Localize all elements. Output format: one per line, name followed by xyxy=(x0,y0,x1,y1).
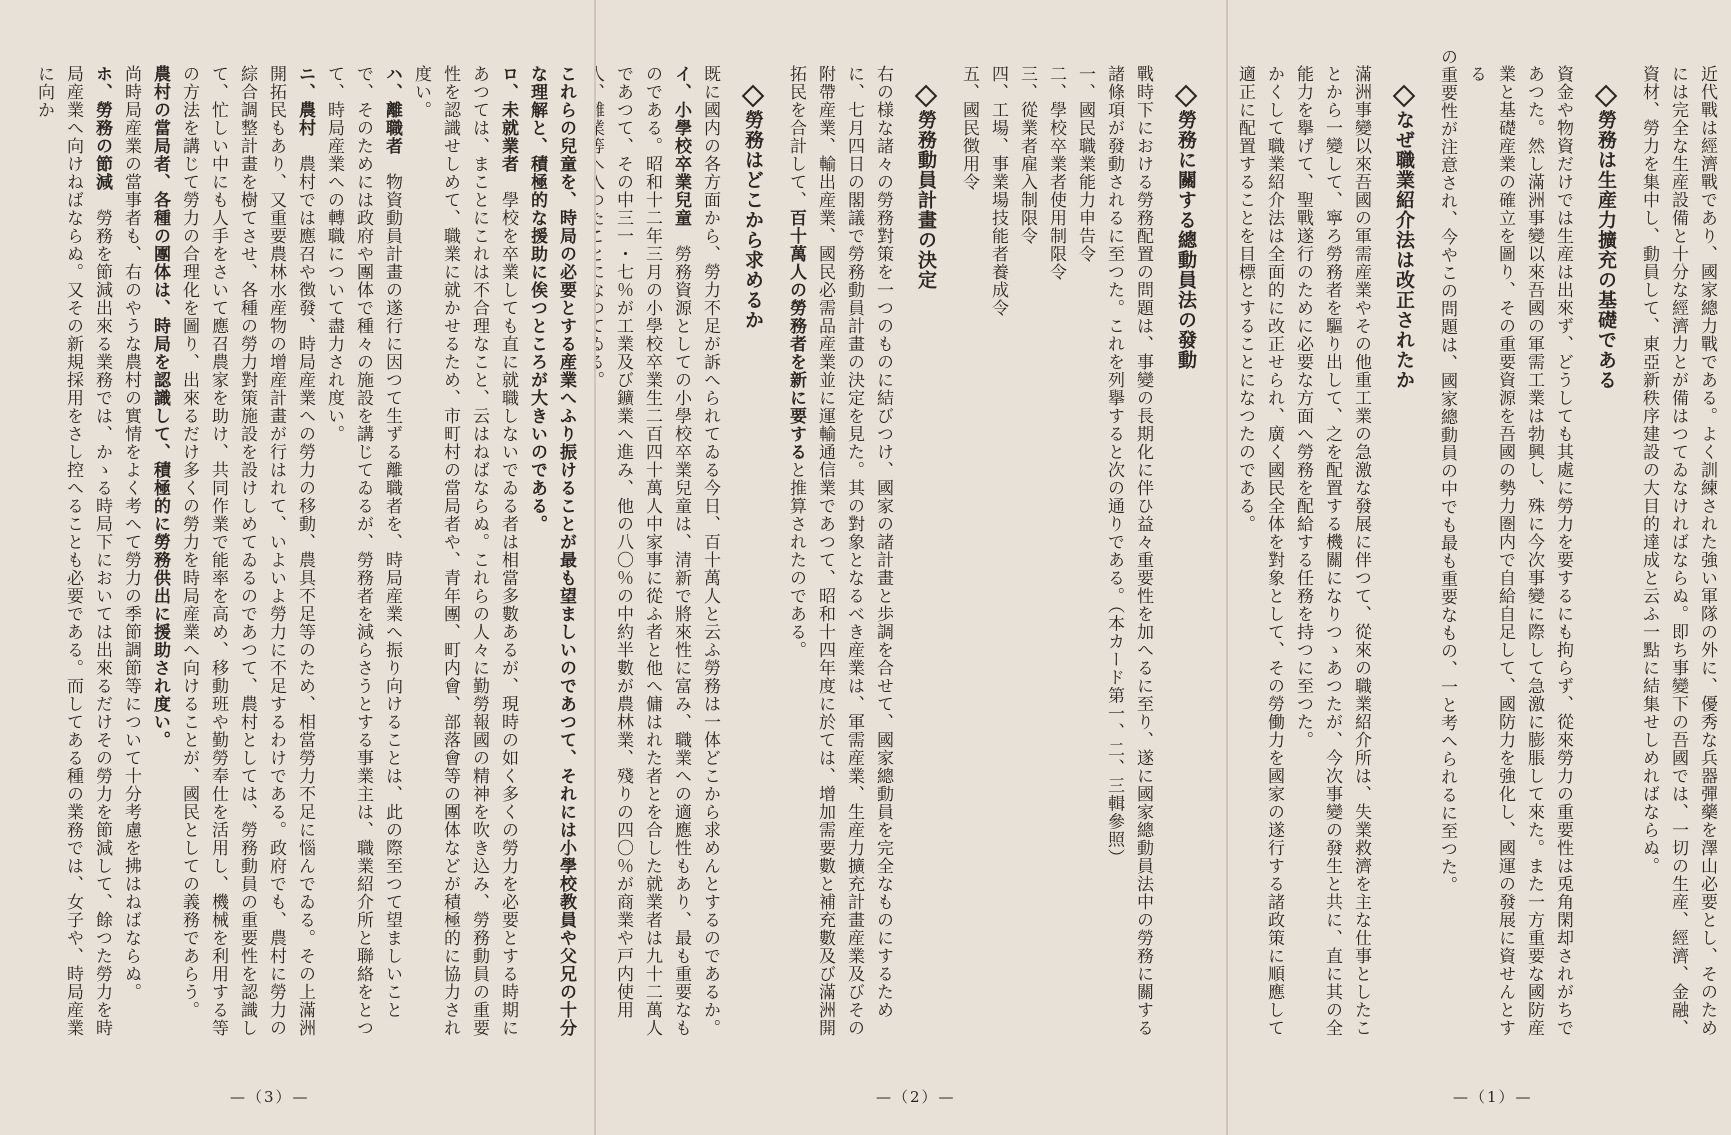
body-paragraph: ホ、勞務の節減 勞務を節減出來る業務では、かゝる時局下においては出來るだけその勞力を節減して、餘つた勞力を時局産業へ向けねばならぬ。又その新規採用をさし控へることも必要である。而してある種の業務では、女子や、時局産業に向か xyxy=(34,65,112,1037)
body-paragraph: ロ、未就業者 學校を卒業しても直に就職しないでゐる者は相當多數あるが、現時の如く多くの勞力を必要とする時期にあつては、まことにこれは不合理なこと、云はねばならぬ。これらの人々に勤勞報國の精神を吹き込み、勞務動員の重要性を認識せしめて、職業に就かせるため、市町村の當局者や、青年團、町内會、部落會等の團体などが積極的に協力され度い。 xyxy=(411,65,518,1037)
section-heading: 勞務はどこから求めるか xyxy=(738,88,767,1048)
diamond-icon xyxy=(1175,85,1198,108)
list-item: 二、學校卒業者使用制限令 xyxy=(1046,65,1066,281)
section-heading: なぜ職業紹介法は改正されたか xyxy=(1389,88,1418,1048)
page-1-text xyxy=(1231,48,1721,1048)
page-number: —（1）— xyxy=(1453,1088,1533,1106)
list-item: 一、國民職業能力申告令 xyxy=(1075,65,1095,263)
page-1 xyxy=(1228,0,1731,1135)
section-heading: 勞務動員計畫の決定 xyxy=(911,88,940,1048)
body-paragraph: 既に國内の各方面から、勞力不足が訴へられてゐる今日、百十萬人と云ふ勞務は一体どこから求めんとするのであるか。 xyxy=(700,65,720,1037)
page-number: —（2）— xyxy=(876,1088,956,1106)
section-heading: 勞務は生産力擴充の基礎である xyxy=(1591,88,1620,1048)
subsection-label: ロ、未就業者 xyxy=(498,65,518,173)
body-paragraph: 滿洲事變以來吾國の軍需産業やその他重工業の急激な發展に伴つて、從來の職業紹介所は、失業救濟を主な仕事としたことから一變して、寧ろ勞務者を驅り出して、之を配置する機關になりつゝあつたが、今次事變の發生と共に、直に其の全能力を擧げて、聖戰遂行のために必要な方面へ勞務を配給する任務を持つに至つた。 xyxy=(1293,65,1371,1037)
diamond-icon xyxy=(1595,85,1618,108)
subsection-label: ニ、農村 xyxy=(295,65,315,137)
section-heading: 勞務に關する總動員法の發動 xyxy=(1171,88,1200,1048)
list-item: 三、從業者雇入制限令 xyxy=(1017,65,1037,245)
intro-paragraph: 近代戰は經濟戰であり、國家總力戰である。よく訓練された強い軍隊の外に、優秀な兵器彈藥を澤山必要とし、そのためには完全な生産設備と十分な經濟力とが備はつてゐなければならぬ。即ち事變下の吾國では、一切の生産、經濟、金融、資材、勞力を集中し、動員して、東亞新秩序建設の大目的達成と云ふ一點に結集せしめればならぬ。 xyxy=(1639,65,1717,1037)
list-item: 四、工場、事業場技能者養成令 xyxy=(988,65,1008,317)
page-2 xyxy=(596,0,1226,1135)
body-paragraph: 資金や物資だけでは生産は出來ず、どうしても其處に勞力を要するにも拘らず、從來勞力の重要性は兎角閑却されがちであつた。然し滿洲事變以來吾國の軍需工業は勃興し、殊に今次事變に際して急激に膨脹して來た。また一方重要な國防産業と基礎産業の確立を圖り、その重要資源を吾國の勢力圏内で自給自足して、國防力を強化し、國運の發展に資せんとする xyxy=(1466,65,1573,1037)
emphasis: 百十萬人の勞務者を新に要する xyxy=(786,209,806,461)
body-paragraph: かくして職業紹介法は全面的に改正せられ、廣く國民全体を對象として、その勞働力を國家の遂行する諸政策に順應して適正に配置することを目標とすることになつたのである。 xyxy=(1235,65,1284,1037)
body-paragraph: イ、小學校卒業兒童 勞務資源としての小學校卒業兒童は、清新で將來性に富み、職業への適應性もあり、最も重要なものである。昭和十二年三月の小學校卒業生二百四十萬人中家事に從ふ者と他へ傭はれた者とを合した就業者は九十二萬人であつて、その中三一・七％が工業及び鑛業へ進み、他の八〇％の中約半數が農林業、殘りの四〇％が商業や戸内使用 xyxy=(613,65,691,1037)
body-paragraph: ハ、離職者 物資動員計畫の遂行に因つて生ずる離職者を、時局産業へ振り向けることは、此の際至つて望ましいことで、そのためには政府や團体で種々の施設を講じてゐるが、勞務者を減らさうとする事業主は、職業紹介所と聯絡をとつて、時局産業への轉職について盡力され度い。 xyxy=(324,65,402,1037)
body-paragraph: 右の様な諸々の勞務對策を一つのものに結びつけ、國家の諸計畫と歩調を合せて、國家總動員を完全なものにするために、七月四日の閣議で勞務動員計畫の決定を見た。其の對象となるべき産業は、軍需産業、生産力擴充計畫産業及びその附帶産業、輸出産業、國民必需品産業並に運輸通信業であつて、昭和十四年度に於ては、增加需要數と補充數及び滿洲開拓民を合計して、百十萬人の勞務者を新に要すると推算されたのである。 xyxy=(786,65,893,1037)
subsection-label: イ、小學校卒業兒童 xyxy=(671,65,691,227)
body-paragraph: これらの兒童を、時局の必要とする産業へふり振けることが最も望ましいのであつて、それには小學校教員や父兄の十分な理解と、積極的な援助に俟つところが大きいのである。 xyxy=(527,65,576,1037)
body-paragraph: 尚時局産業の當事者も、右のやうな農村の實情をよく考へて勞力の季節調節等について十分考慮を拂はねばならぬ。 xyxy=(121,65,141,1001)
body-paragraph: 戰時下における勞務配置の問題は、事變の長期化に伴ひ益々重要性を加へるに至り、遂に國家總動員法中の勞務に關する諸條項が發動されるに至つた。これを列擧すると次の通りである。（本カード第一、二、三輯參照） xyxy=(1104,65,1153,1037)
list-item: 五、國民徴用令 xyxy=(959,65,979,191)
body-paragraph: の重要性が注意され、今やこの問題は、國家總動員の中でも最も重要なもの、一と考へられるに至つた。 xyxy=(1437,48,1457,894)
ordinance-list xyxy=(954,48,1099,1048)
subsection-label: ハ、離職者 xyxy=(382,65,402,155)
page-3-text xyxy=(10,48,580,1048)
diamond-icon xyxy=(1393,85,1416,108)
body-paragraph: 農村の當局者、各種の團体は、時局を認識して、積極的に勞務供出に援助され度い。 xyxy=(150,65,170,749)
diamond-icon xyxy=(742,85,765,108)
page-number: —（3）— xyxy=(230,1088,310,1106)
page-2-text xyxy=(604,48,1214,1048)
body-paragraph: ニ、農村 農村では應召や徴發、時局産業への勞力の移動、農具不足等のため、相當勞力不足に惱んでゐる。その上滿洲開拓民もあり、又重要農林水産物の增産計畫が行はれて、いよいよ勞力に不足するわけである。政府でも、農村に勞力の綜合調整計畫を樹てさせ、各種の勞力對策施設を設けしめてゐるのであつて、農村としては、勞務動員の重要性を認識して、忙しい中にも人手をさいて應召農家を助け、共同作業で能率を高め、移動班や勤勞奉仕を活用し、機械を利用する等の方法を講じて勞力の合理化を圖り、出來るだけ多くの勞力を時局産業へ向けることが、國民としての義務であらう。 xyxy=(179,65,315,1037)
page-3 xyxy=(0,0,594,1135)
subsection-label: ホ、勞務の節減 xyxy=(92,65,112,191)
diamond-icon xyxy=(915,85,938,108)
